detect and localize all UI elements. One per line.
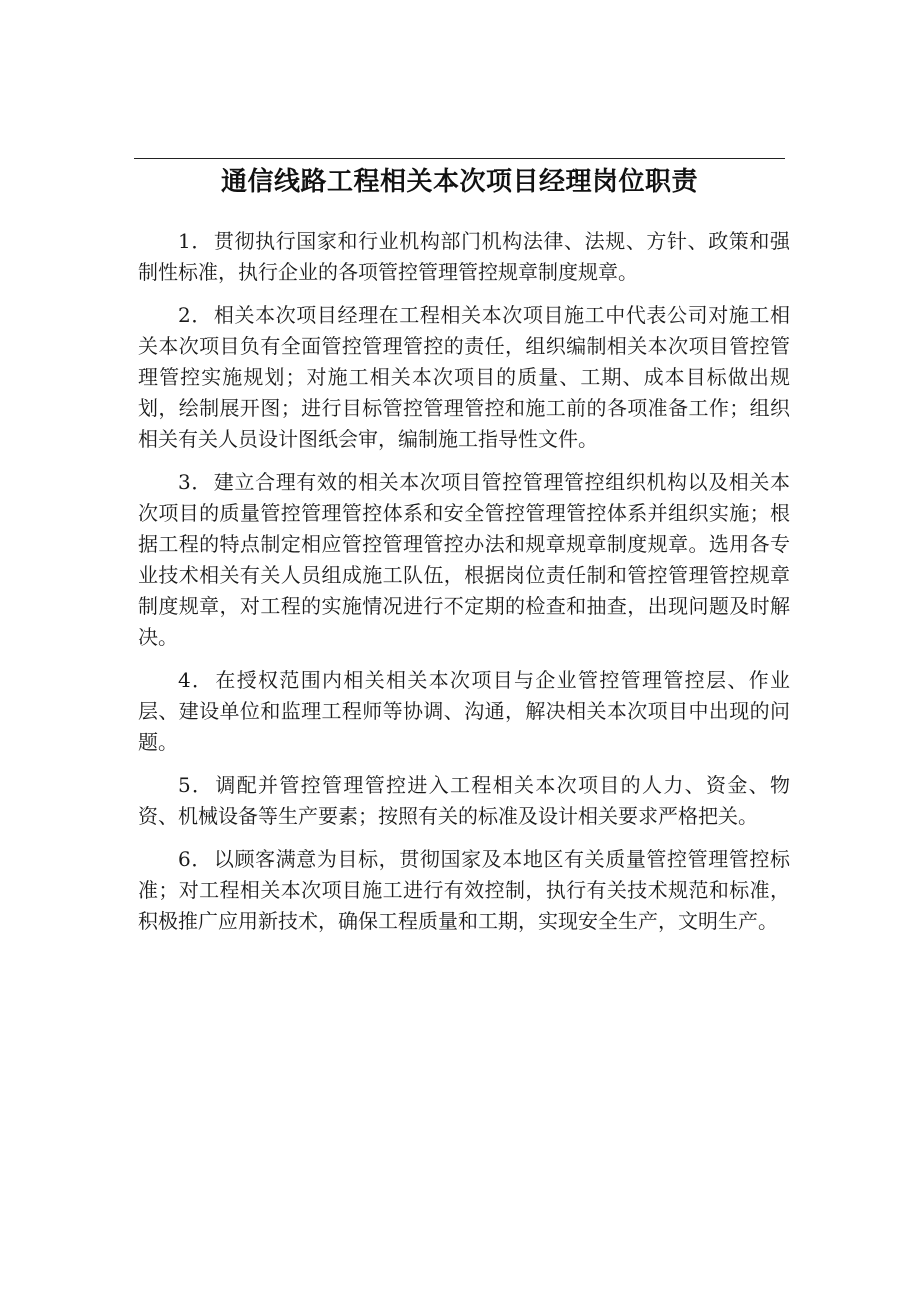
paragraph-text: 调配并管控管理管控进入工程相关本次项目的人力、资金、物资、机械设备等生产要素；按照有关的标准及设计相关要求严格把关。 bbox=[138, 773, 790, 828]
paragraph-6 bbox=[138, 844, 790, 937]
paragraph-1 bbox=[138, 226, 790, 288]
paragraph-text: 贯彻执行国家和行业机构部门机构法律、法规、方针、政策和强制性标准，执行企业的各项管控管理管控规章制度规章。 bbox=[138, 229, 790, 284]
paragraph-text: 在授权范围内相关相关本次项目与企业管控管理管控层、作业层、建设单位和监理工程师等协调、沟通，解决相关本次项目中出现的问题。 bbox=[138, 668, 790, 754]
paragraph-number: 1． bbox=[178, 229, 212, 253]
paragraph-text: 以顾客满意为目标，贯彻国家及本地区有关质量管控管理管控标准；对工程相关本次项目施工进行有效控制，执行有关技术规范和标准，积极推广应用新技术，确保工程质量和工期，实现安全生产，文明生产。 bbox=[138, 847, 790, 933]
paragraph-number: 3． bbox=[178, 470, 212, 494]
paragraph-2 bbox=[138, 300, 790, 455]
paragraph-number: 6． bbox=[178, 847, 212, 871]
document-body bbox=[138, 226, 790, 949]
paragraph-5 bbox=[138, 770, 790, 832]
paragraph-3 bbox=[138, 467, 790, 653]
paragraph-text: 建立合理有效的相关本次项目管控管理管控组织机构以及相关本次项目的质量管控管理管控体系和安全管控管理管控体系并组织实施；根据工程的特点制定相应管控管理管控办法和规章规章制度规章。选用各专业技术相关有关人员组成施工队伍，根据岗位责任制和管控管理管控规章制度规章，对工程的实施情况进行不定期的检查和抽查，出现问题及时解决。 bbox=[138, 470, 790, 649]
paragraph-number: 4． bbox=[178, 668, 214, 692]
paragraph-number: 5． bbox=[178, 773, 214, 797]
paragraph-number: 2． bbox=[178, 303, 212, 327]
header-rule bbox=[134, 158, 785, 159]
paragraph-text: 相关本次项目经理在工程相关本次项目施工中代表公司对施工相关本次项目负有全面管控管理管控的责任，组织编制相关本次项目管控管理管控实施规划；对施工相关本次项目的质量、工期、成本目标做出规划，绘制展开图；进行目标管控管理管控和施工前的各项准备工作；组织相关有关人员设计图纸会审，编制施工指导性文件。 bbox=[138, 303, 790, 451]
paragraph-4 bbox=[138, 665, 790, 758]
document-title: 通信线路工程相关本次项目经理岗位职责 bbox=[220, 167, 698, 197]
